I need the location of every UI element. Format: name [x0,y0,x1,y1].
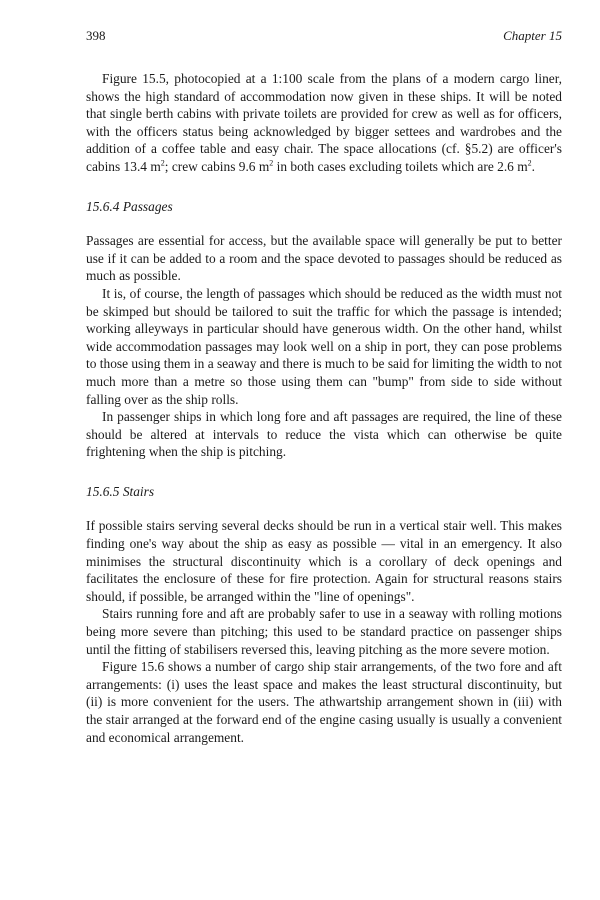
stairs-paragraph-1: If possible stairs serving several decks should be run in a vertical stair well. This makes finding one's way about the ship as easy as possible — vital in an emergency. It also minimises the structural discontinuity which is a corollary of deck openings and facilitates the enclosure of these for fire protection. Again for structural reasons stairs should, if possible, be arranged within the "line of openings". [86,518,562,604]
superscript: 2 [527,158,532,168]
passages-paragraph-2: It is, of course, the length of passages which should be reduced as the width must not be skimped but should be tailored to suit the traffic for which the passage is intended; working alleyways in particular should have generous width. On the other hand, whilst wide accommodation passages may look well on a ship in port, they can pose problems to those using them in a seaway and there is much to be said for limiting the width to not much more than a metre so those using them can "bump" from side to side without falling over as the ship rolls. [86,285,562,407]
passages-paragraph-3: In passenger ships in which long fore and aft passages are required, the line of these should be altered at intervals to reduce the vista which can otherwise be quite frightening when the ship is pitching. [86,409,562,460]
intro-text-a: Figure 15.5, photocopied at a 1:100 scale from the plans of a modern cargo liner, shows the high standard of accommodation now given in these ships. It will be noted that single berth cabins with private toilets are provided for crew as well as for officers, with the officers status being acknowledged by bigger settees and wardrobes and the addition of a coffee table and easy chair. The space allocations (cf. §5.2) are officer's cabins 13.4 m [86,71,562,174]
passages-paragraph-1: Passages are essential for access, but the available space will generally be put to better use if it can be added to a room and the space devoted to passages should be reduced as much as possible. [86,233,562,284]
intro-paragraph [86,70,562,176]
intro-text-d: . [531,158,535,174]
superscript: 2 [160,158,165,168]
page-header [86,28,562,46]
superscript: 2 [269,158,274,168]
stairs-paragraph-2: Stairs running fore and aft are probably safer to use in a seaway with rolling motions being more severe than pitching; this used to be standard practice on passenger ships until the fitting of stabilisers reversed this, leaving pitching as the more severe motion. [86,606,562,657]
section-heading-stairs: 15.6.5 Stairs [86,483,155,499]
stairs-paragraph-3: Figure 15.6 shows a number of cargo ship stair arrangements, of the two fore and aft arrangements: (i) uses the least space and makes the least structural discontinuity, but (ii) is more convenient for the users. The athwartship arrangement shown in (iii) with the stair arranged at the forward end of the engine casing usually is usually a convenient and economical arrangement. [86,659,562,745]
section-heading-passages: 15.6.4 Passages [86,198,173,214]
intro-text-b: ; crew cabins 9.6 m [164,158,270,174]
intro-text-c: in both cases excluding toilets which are 2.6 m [273,158,528,174]
page-number: 398 [86,28,106,43]
body-text [86,70,562,746]
chapter-label: Chapter 15 [503,28,562,43]
